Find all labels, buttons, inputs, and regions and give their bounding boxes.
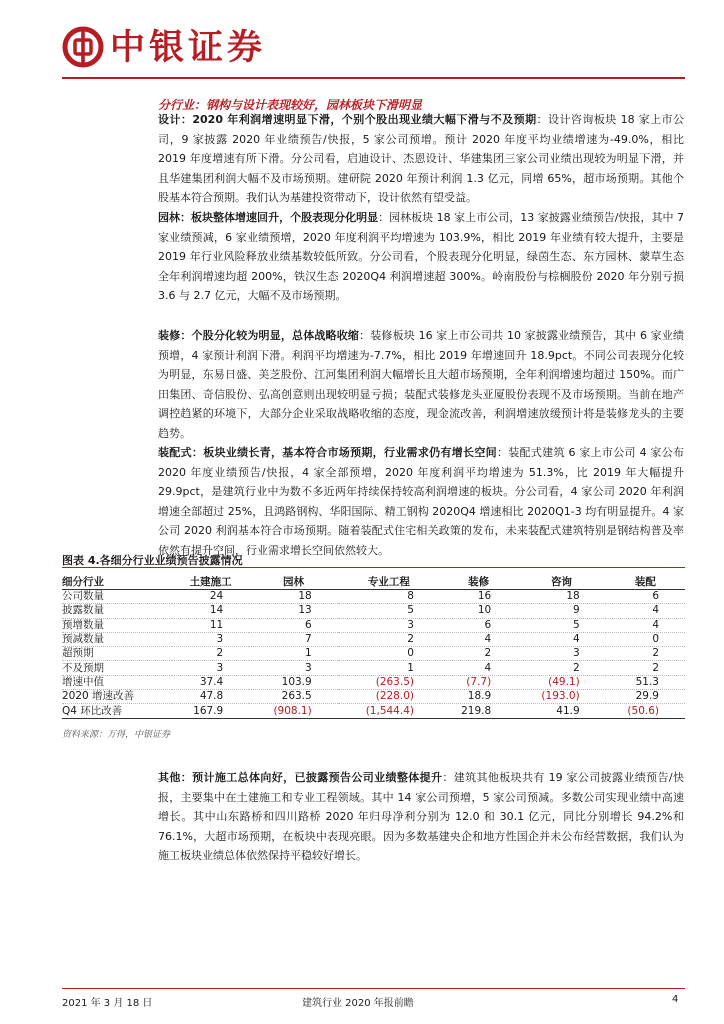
table-cell: 18 [249,590,338,604]
header [0,0,724,80]
table-cell: 16 [440,590,517,604]
table-cell: 5 [517,618,606,632]
paragraph-design [158,110,684,208]
table-header-cell: 装修 [440,574,517,590]
figure-source: 资料来源：万得，中银证券 [62,730,171,740]
table-cell: 3 [172,661,249,675]
row-label: 预增数量 [62,618,172,632]
table-header-cell: 土建施工 [172,574,249,590]
paragraph-lead: 装配式：板块业绩长青，基本符合市场预期，行业需求仍有增长空间 [158,446,497,459]
table-cell: 6 [606,590,685,604]
paragraph-body: ：园林板块 18 家上市公司，13 家披露业绩预告/快报，其中 7 家业绩预减，6 家业绩预增，2020 年度利润平均增速为 103.9%，相比 2019 年业绩有较大提升，主要是 2019 年行业风险释放业绩基数较低所致。分公司看，个股表现分化明显，绿茵生态、东方园林、蒙草生态全年利润增速均超 200%，铁汉生态 2020Q4 利润增速超 300%。岭南股份与棕榈股份 2020 年分别亏损 3.6 与 2.7 亿元，大幅不及市场预期。 [158,211,685,302]
table-cell: (50.6) [606,704,685,718]
row-label: 公司数量 [62,590,172,604]
paragraph-decoration [158,326,684,443]
section-title: 分行业：钢构与设计表现较好，园林板块下滑明显 [158,98,423,112]
table-cell: 10 [440,604,517,618]
table-row [62,661,685,675]
table-cell: 4 [440,632,517,646]
table-cell: 7 [249,632,338,646]
table-cell: 51.3 [606,675,685,689]
table-cell: 263.5 [249,690,338,704]
table-row [62,647,685,661]
table-cell: (7.7) [440,675,517,689]
table-cell: 3 [172,632,249,646]
table-cell: (1,544.4) [338,704,440,718]
row-label: 增速中值 [62,675,172,689]
table-cell: 24 [172,590,249,604]
table-cell: 9 [517,604,606,618]
table-header-cell: 咨询 [517,574,606,590]
paragraph-prefab [158,443,684,560]
table-cell: 5 [338,604,440,618]
table-cell: 47.8 [172,690,249,704]
table-header-cell: 装配 [606,574,685,590]
footer-divider [62,988,685,989]
table-row [62,604,685,618]
table-cell: 3 [338,618,440,632]
brand-name: 中银证券 [110,28,267,68]
table-header-cell: 专业工程 [338,574,440,590]
table-cell: 4 [440,661,517,675]
table-cell: 8 [338,590,440,604]
table-cell: 4 [606,604,685,618]
table-row [62,590,685,604]
table-cell: 1 [249,647,338,661]
bank-of-china-logo-icon [62,26,104,68]
table-cell: (49.1) [517,675,606,689]
table-cell: 3 [249,661,338,675]
paragraph-body: ：装配式建筑 6 家上市公司 4 家公布 2020 年度业绩预告/快报，4 家全部预增，2020 年度利润平均增速为 51.3%，比 2019 年大幅提升 29.9pct，是建筑行业中为数不多近两年持续保持较高利润增速的板块。分公司看，4 家公司 2020 年利润增速全部超过 25%，且鸿路钢构、华阳国际、精工钢构 2020Q4 增速相比 2020Q1-3 均有明显提升。4 家公司 2020 利润基本符合市场预期。随着装配式住宅相关政策的发布，未来装配式建筑特别是钢结构普及率依然有提升空间，行业需求增长空间依然较大。 [158,446,685,557]
forecast-table [62,574,685,719]
table-cell: 1 [338,661,440,675]
table-cell: 167.9 [172,704,249,718]
table-row [62,675,685,689]
table-cell: 2 [606,661,685,675]
table-cell: (193.0) [517,690,606,704]
table-cell: 0 [606,632,685,646]
table-cell: 6 [249,618,338,632]
footer-title: 建筑行业 2020 年报前瞻 [302,998,414,1009]
table-header-row [62,574,685,590]
table-cell: 4 [606,618,685,632]
paragraph-lead: 设计：2020 年利润增速明显下滑，个别个股出现业绩大幅下滑与不及预期 [158,113,537,126]
row-label: 超预期 [62,647,172,661]
table-cell: 219.8 [440,704,517,718]
paragraph-landscape [158,208,684,306]
table-cell: (263.5) [338,675,440,689]
row-label: Q4 环比改善 [62,704,172,718]
table-header-cell: 园林 [249,574,338,590]
table-cell: (908.1) [249,704,338,718]
table-cell: 2 [606,647,685,661]
header-divider [62,77,685,79]
table-cell: 2 [517,661,606,675]
table-cell: 4 [517,632,606,646]
table-cell: 6 [440,618,517,632]
table-cell: 2 [440,647,517,661]
table-row [62,704,685,718]
table-cell: 18 [517,590,606,604]
table-cell: 3 [517,647,606,661]
page-number: 4 [672,994,679,1005]
paragraph-body: ：设计咨询板块 18 家上市公司，9 家披露 2020 年业绩预告/快报，5 家公司预增。预计 2020 年度平均业绩增速为-49.0%，相比 2019 年度增速有所下滑。分公司看，启迪设计、杰恩设计、华建集团三家公司业绩出现较为明显下滑，并且华建集团利润大幅不及市场预期。建研院 2020 年预计利润 1.3 亿元，同增 65%，超市场预期。其他个股基本符合预期。我们认为基建投资带动下，设计依然有望受益。 [158,113,684,204]
paragraph-lead: 装修：个股分化较为明显，总体战略收缩 [158,329,360,342]
table-cell: 14 [172,604,249,618]
table-cell: 11 [172,618,249,632]
paragraph-lead: 其他：预计施工总体向好，已披露预告公司业绩整体提升 [158,771,443,784]
table-cell: 18.9 [440,690,517,704]
paragraph-other [158,768,684,866]
row-label: 披露数量 [62,604,172,618]
table-cell: 13 [249,604,338,618]
paragraph-lead: 园林：板块整体增速回升，个股表现分化明显 [158,211,379,224]
table-cell: 41.9 [517,704,606,718]
row-label: 预减数量 [62,632,172,646]
table-cell: 29.9 [606,690,685,704]
table-cell: (228.0) [338,690,440,704]
figure-rule [62,567,685,568]
row-label: 2020 增速改善 [62,690,172,704]
footer-date: 2021 年 3 月 18 日 [62,998,153,1009]
table-cell: 0 [338,647,440,661]
paragraph-body: ：装修板块 16 家上市公司共 10 家披露业绩预告，其中 6 家业绩预增，4 家预计利润下滑。利润平均增速为-7.7%，相比 2019 年增速回升 18.9pct。不同公司表现分化较为明显，东易日盛、美芝股份、江河集团利润大幅增长且大超市场预期，全年利润增速均超过 150%。而广田集团、奇信股份、弘高创意则出现较明显亏损；装配式装修龙头亚厦股份表现不及市场预期。当前在地产调控趋紧的环境下，大部分企业采取战略收缩的态度，现金流改善，利润增速放缓预计将是装修龙头的主要趋势。 [158,329,684,440]
table-row [62,690,685,704]
table-header-cell: 细分行业 [62,574,172,590]
paragraph-body: ：建筑其他板块共有 19 家公司披露业绩预告/快报，主要集中在土建施工和专业工程领域。其中 14 家公司预增，5 家公司预减。多数公司实现业绩中高速增长。其中山东路桥和四川路桥 2020 年归母净利分别为 12.0 和 30.1 亿元，同比分别增长 94.2%和 76.1%，大超市场预期，在板块中表现亮眼。因为多数基建央企和地方性国企并未公布经营数据，我们认为施工板块业绩总体依然保持平稳较好增长。 [158,771,684,862]
table-cell: 37.4 [172,675,249,689]
table-cell: 2 [172,647,249,661]
figure-title: 图表 4.各细分行业业绩预告披露情况 [62,554,243,567]
table-row [62,632,685,646]
table-cell: 2 [338,632,440,646]
table-row [62,618,685,632]
table-cell: 103.9 [249,675,338,689]
row-label: 不及预期 [62,661,172,675]
